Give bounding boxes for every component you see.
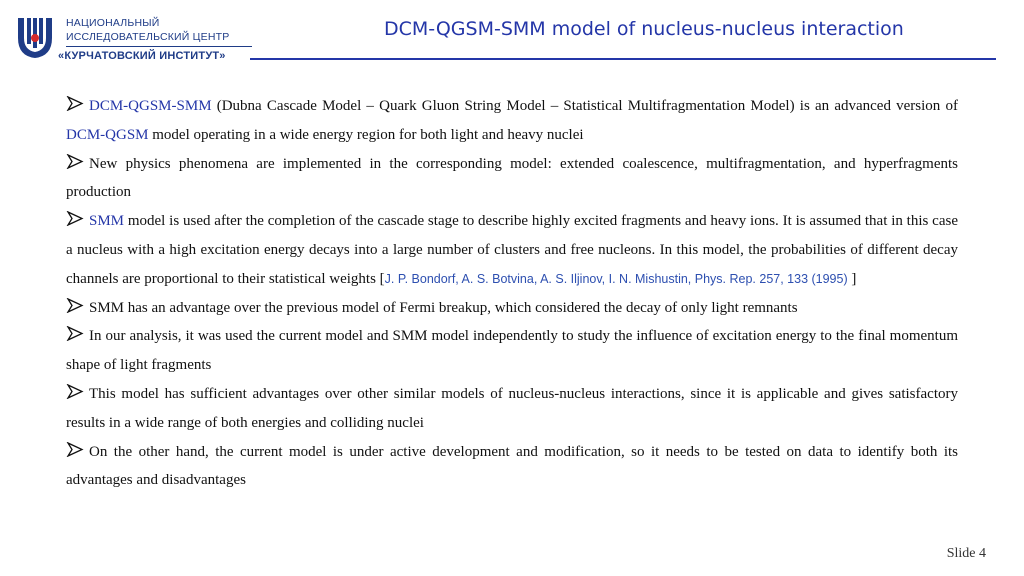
bullet-item-4 (66, 294, 958, 323)
arrow-bullet-icon (66, 326, 85, 341)
bullet-item-3 (66, 207, 958, 293)
logo-separator (66, 46, 252, 47)
logo-text-line1: НАЦИОНАЛЬНЫЙ (66, 17, 160, 29)
bullet-item-1 (66, 92, 958, 150)
arrow-bullet-icon (66, 442, 85, 457)
arrow-bullet-icon (66, 384, 85, 399)
bullet-text: On the other hand, the current model is under active development and modification, so it needs to be tested on data to identify both its advantages and disadvantages (66, 443, 958, 489)
bullet-text: New physics phenomena are implemented in the corresponding model: extended coalescence, multifragmentation, and hyperfragments production (66, 155, 958, 201)
bullet-item-7 (66, 438, 958, 496)
kurchatov-emblem-icon (14, 14, 56, 60)
arrow-bullet-icon (66, 96, 85, 111)
model-name-smm: SMM (89, 213, 125, 230)
arrow-bullet-icon (66, 298, 85, 313)
bullet-text: (Dubna Cascade Model – Quark Gluon String Model – Statistical Multifragmentation Model) is an advanced version of (211, 98, 958, 114)
slide-title: DCM-QGSM-SMM model of nucleus-nucleus interaction (384, 18, 904, 40)
citation-reference: J. P. Bondorf, A. S. Botvina, A. S. Iljinov, I. N. Mishustin, Phys. Rep. 257, 133 (1995) (384, 271, 848, 286)
bullet-text: SMM has an advantage over the previous model of Fermi breakup, which considered the decay of only light remnants (89, 299, 798, 316)
bullet-item-2 (66, 150, 958, 208)
bullet-item-5 (66, 322, 958, 380)
bullet-item-6 (66, 380, 958, 438)
model-name-dcm-qgsm: DCM-QGSM (66, 126, 149, 143)
institute-logo (14, 14, 264, 66)
bullet-text: model is used after the completion of the cascade stage to describe highly excited fragments and heavy ions. It is assumed that in this case a nucleus with a high excitation energy decays into a large number of clusters and free nucleons. In this model, the probabilities of different decay channels are proportional to their statistical weights [ (66, 213, 958, 287)
logo-text-line3: «КУРЧАТОВСКИЙ ИНСТИТУТ» (58, 50, 226, 62)
arrow-bullet-icon (66, 154, 85, 169)
title-underline (250, 58, 996, 60)
bullet-text: In our analysis, it was used the current model and SMM model independently to study the influence of excitation energy to the final momentum shape of light fragments (66, 328, 958, 374)
bullet-text: This model has sufficient advantages over other similar models of nucleus-nucleus interactions, since it is applicable and gives satisfactory results in a wide range of both energies and colliding nuclei (66, 385, 958, 431)
model-name-dcm-qgsm-smm: DCM-QGSM-SMM (89, 98, 212, 114)
bullet-text: model operating in a wide energy region for both light and heavy nuclei (148, 126, 584, 143)
bullet-text: ] (847, 270, 857, 287)
arrow-bullet-icon (66, 211, 85, 226)
logo-text-line2: ИССЛЕДОВАТЕЛЬСКИЙ ЦЕНТР (66, 31, 230, 43)
slide-number: Slide 4 (946, 546, 986, 561)
bullet-list (66, 92, 958, 495)
